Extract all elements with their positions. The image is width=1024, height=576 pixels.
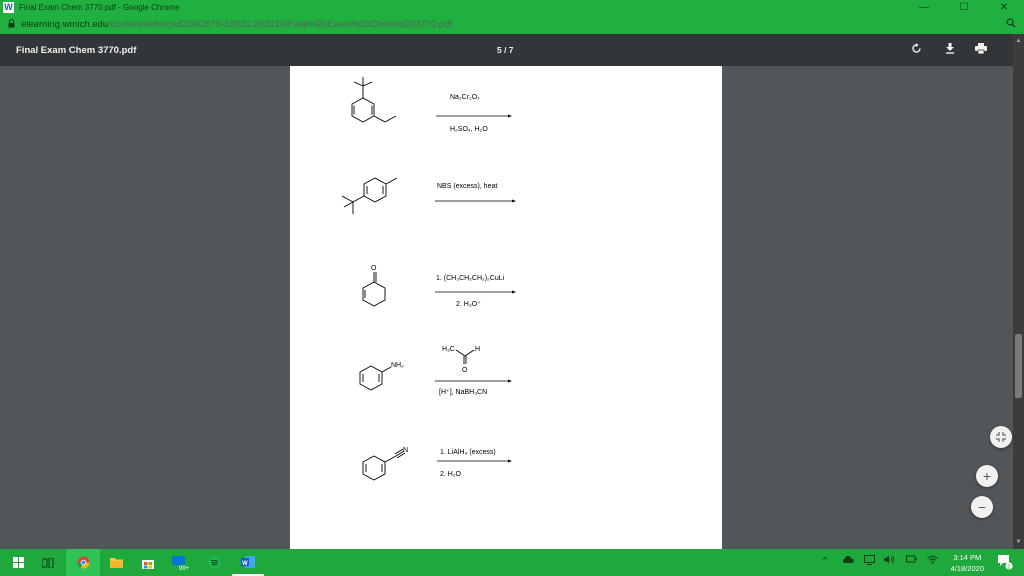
print-icon[interactable] <box>972 41 990 59</box>
maximize-button[interactable]: ☐ <box>959 2 969 13</box>
battery-icon[interactable] <box>906 555 917 565</box>
reagent-4-bottom: [H⁺], NaBH₃CN <box>439 389 488 396</box>
word-app-icon: W <box>4 2 13 12</box>
reagent-4-top-h: H <box>475 346 481 353</box>
chrome-taskbar-icon[interactable] <box>66 549 100 576</box>
reagent-5-bottom: 2. H₂O <box>440 471 461 478</box>
onedrive-cloud-icon[interactable] <box>843 555 854 565</box>
scrollbar-thumb[interactable] <box>1015 334 1022 398</box>
show-hidden-icons-chevron-icon[interactable]: ^ <box>823 555 828 565</box>
task-view-icon[interactable] <box>32 549 64 576</box>
rotate-icon[interactable] <box>907 41 925 59</box>
spotify-icon[interactable] <box>198 549 230 576</box>
window-titlebar <box>0 0 1024 15</box>
reagent-1-top: Na₂Cr₂O₇ <box>450 94 480 101</box>
zoom-out-button[interactable]: − <box>971 496 993 518</box>
url-path[interactable]: /content/enforced2/392679-10830.202010/Final%20Exam%20Chem%203770.pdf <box>108 19 452 30</box>
lock-icon[interactable] <box>8 19 18 30</box>
scroll-up-arrow-icon[interactable]: ▲ <box>1015 38 1022 44</box>
zoom-search-icon[interactable] <box>1006 18 1016 31</box>
window-controls <box>904 0 1024 15</box>
word-taskbar-icon[interactable] <box>232 549 264 576</box>
reagent-3-bottom: 2. H₃O⁺ <box>456 301 481 308</box>
molecule-tert-butyltoluene <box>342 178 397 214</box>
reagent-4-top: H₃C <box>442 346 455 353</box>
url-host[interactable]: elearning.wmich.edu <box>21 19 109 30</box>
clock-date: 4/18/2020 <box>950 564 984 573</box>
file-explorer-icon[interactable] <box>100 549 132 576</box>
amine-label: NH₂ <box>391 362 404 369</box>
wifi-icon[interactable] <box>927 555 938 566</box>
mail-badge-count: 99+ <box>179 565 190 571</box>
display-icon[interactable] <box>864 555 875 567</box>
volume-icon[interactable] <box>884 555 895 566</box>
vertical-scrollbar[interactable] <box>1013 34 1024 549</box>
pdf-filename: Final Exam Chem 3770.pdf <box>16 45 137 56</box>
notification-count: 2 <box>1007 564 1011 570</box>
molecule-cyclohexenone <box>363 272 385 306</box>
minimize-button[interactable]: — <box>919 2 929 13</box>
reagent-1-bottom: H₂SO₄, H₂O <box>450 126 488 133</box>
start-windows-icon[interactable] <box>2 549 34 576</box>
molecule-benzyl-nitrile <box>363 449 405 480</box>
notifications-icon[interactable] <box>997 554 1013 572</box>
molecule-aniline <box>360 366 391 390</box>
reagent-2-top: NBS (excess), heat <box>437 183 498 190</box>
clock-time: 3:14 PM <box>953 553 982 562</box>
reagent-5-top: 1. LiAlH₄ (excess) <box>440 449 496 456</box>
pdf-page <box>290 66 722 549</box>
window-title: Final Exam Chem 3770.pdf - Google Chrome <box>19 3 180 12</box>
reaction-scheme <box>290 66 722 549</box>
reagent-4-top-o: O <box>462 367 468 374</box>
nitrile-label: N <box>403 447 409 454</box>
fit-page-button[interactable] <box>990 426 1012 448</box>
page-indicator[interactable]: 5 / 7 <box>497 45 514 55</box>
mail-icon[interactable] <box>166 549 198 576</box>
scroll-down-arrow-icon[interactable]: ▼ <box>1015 539 1022 545</box>
store-icon[interactable] <box>132 549 164 576</box>
address-bar[interactable] <box>0 15 1024 34</box>
close-button[interactable]: ✕ <box>999 2 1009 13</box>
system-clock[interactable] <box>951 552 984 574</box>
molecule-tert-butyl-ethylbenzene <box>352 77 396 122</box>
zoom-in-button[interactable]: + <box>976 465 998 487</box>
windows-taskbar <box>0 549 1024 576</box>
svg-text:W: W <box>242 560 248 567</box>
pdf-toolbar <box>0 34 1024 66</box>
download-icon[interactable] <box>941 41 959 59</box>
ketone-oxygen-label: O <box>371 265 377 272</box>
reagent-3-top: 1. (CH₃CH₂CH₂)₂CuLi <box>436 275 505 282</box>
molecule-acetaldehyde <box>456 350 474 364</box>
